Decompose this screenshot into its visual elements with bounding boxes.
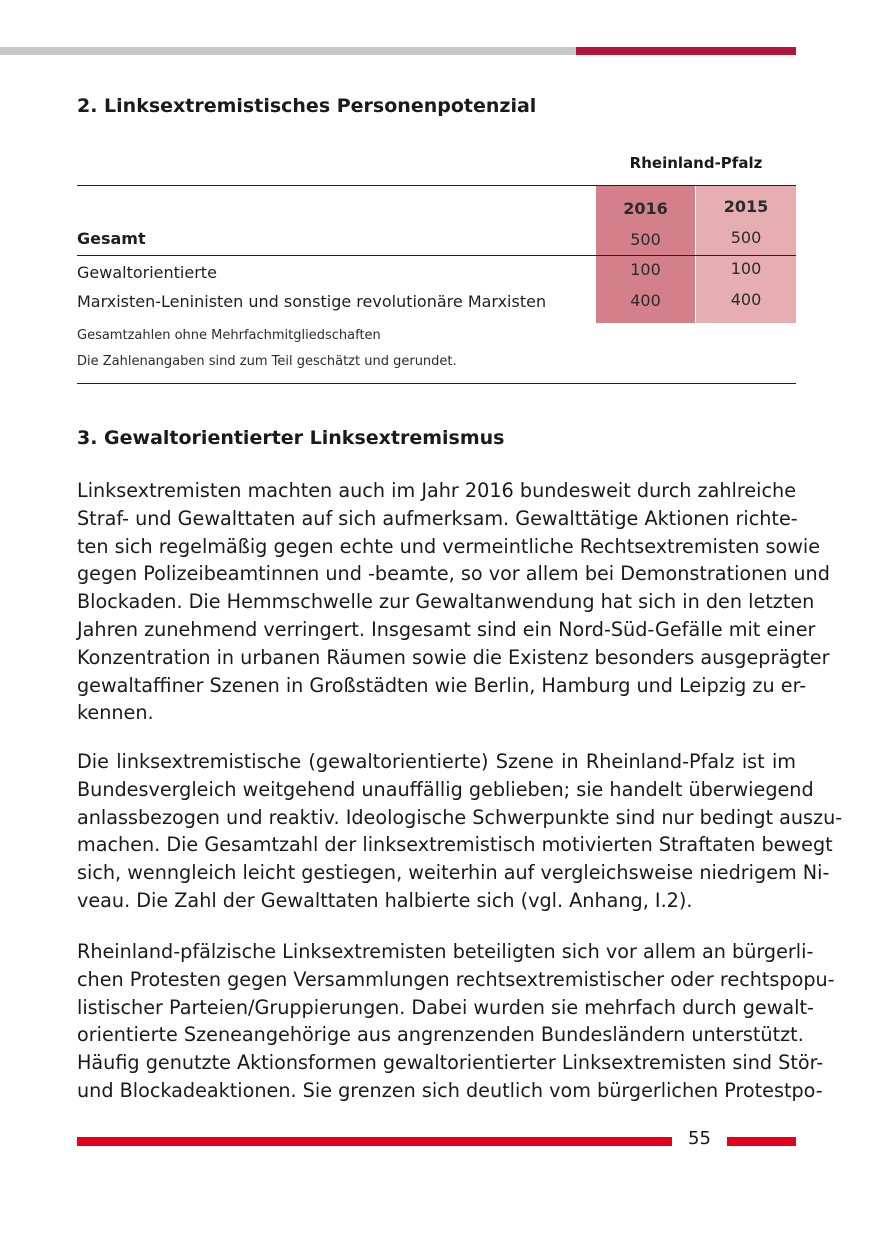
text-line: Jahren zunehmend verringert. Insgesamt sind ein Nord-Süd-Gefälle mit einer [77,617,816,641]
text-line: gegen Polizeibeamtinnen und -beamte, so vor allem bei Demonstrationen und [77,562,830,586]
row-2-2016-value: 400 [630,291,661,310]
body-paragraph-1 [77,477,830,727]
table-region-label: Rheinland-Pfalz [629,154,763,172]
text-line: Blockaden. Die Hemmschwelle zur Gewaltanwendung hat sich in den letzten [77,590,815,614]
body-paragraph-3 [77,938,835,1105]
text-line: Linksextremisten machten auch im Jahr 2016 bundesweit durch zahlreiche [77,479,796,502]
text-line: kennen. [77,701,154,725]
text-line: Rheinland-pfälzische Linksextremisten beteiligten sich vor allem an bürgerli- [77,940,814,963]
text-line: gewaltaffiner Szenen in Großstädten wie Berlin, Hamburg und Leipzig zu er- [77,673,807,697]
body-paragraph-2 [77,748,843,915]
text-line: machen. Die Gesamtzahl der linksextremistisch motivierten Straftaten bewegt [77,833,833,857]
text-line: veau. Die Zahl der Gewalttaten halbierte sich (vgl. Anhang, I.2). [77,888,693,912]
text-line: Bundesvergleich weitgehend unauffällig geblieben; sie handelt überwiegend [77,777,814,801]
table-row-label: Gewaltorientierte [77,263,217,282]
text-line: und Blockadeaktionen. Sie grenzen sich deutlich vom bürgerlichen Protestpo- [77,1078,823,1102]
text-line: Straf- und Gewalttaten auf sich aufmerksam. Gewalttätige Aktionen richte- [77,506,798,530]
row-1-2016-value: 100 [630,260,661,279]
text-line: ten sich regelmäßig gegen echte und vermeintliche Rechtsextremisten sowie [77,534,821,558]
text-line: anlassbezogen und reaktiv. Ideologische Schwerpunkte sind nur bedingt auszu- [77,805,843,829]
table-note: Gesamtzahlen ohne Mehrfachmitgliedschaften [77,328,381,343]
text-line: chen Protesten gegen Versammlungen rechtsextremistischer oder rechtspopu- [77,967,835,991]
total-2015-value: 500 [730,228,762,247]
page-number: 55 [688,1128,711,1149]
table-row-label: Marxisten-Leninisten und sonstige revolutionäre Marxisten [77,292,547,311]
row-2-2015-value: 400 [730,290,762,309]
table-rule-middle [77,255,796,256]
header-bar-gray [0,47,576,55]
year-header-2016: 2016 [623,199,668,218]
section-2-title: 2. Linksextremistisches Personenpotenzial [77,95,537,117]
text-line: listischer Parteien/Gruppierungen. Dabei wurden sie mehrfach durch gewalt- [77,995,814,1019]
total-2016-value: 500 [630,230,661,249]
header-bar-red [576,47,796,55]
footer-bar-right [727,1137,796,1146]
table-rule-bottom [77,383,796,384]
text-line: Konzentration in urbanen Räumen sowie die Existenz besonders ausgeprägter [77,645,830,669]
section-3-title: 3. Gewaltorientierter Linksextremismus [77,427,505,449]
row-1-2015-value: 100 [730,259,762,278]
text-line: Häufig genutzte Aktionsformen gewaltorientierter Linksextremisten sind Stör- [77,1051,824,1075]
text-line: orientierte Szeneangehörige aus angrenzenden Bundesländern unterstützt. [77,1023,804,1047]
table-row-total-label: Gesamt [77,229,146,248]
year-header-2015: 2015 [723,197,769,216]
footer-bar-left [77,1137,672,1146]
text-line: Die linksextremistische (gewaltorientierte) Szene in Rheinland-Pfalz ist im [77,750,796,773]
text-line: sich, wenngleich leicht gestiegen, weiterhin auf vergleichsweise niedrigem Ni- [77,861,830,885]
table-note: Die Zahlenangaben sind zum Teil geschätzt und gerundet. [77,354,457,369]
